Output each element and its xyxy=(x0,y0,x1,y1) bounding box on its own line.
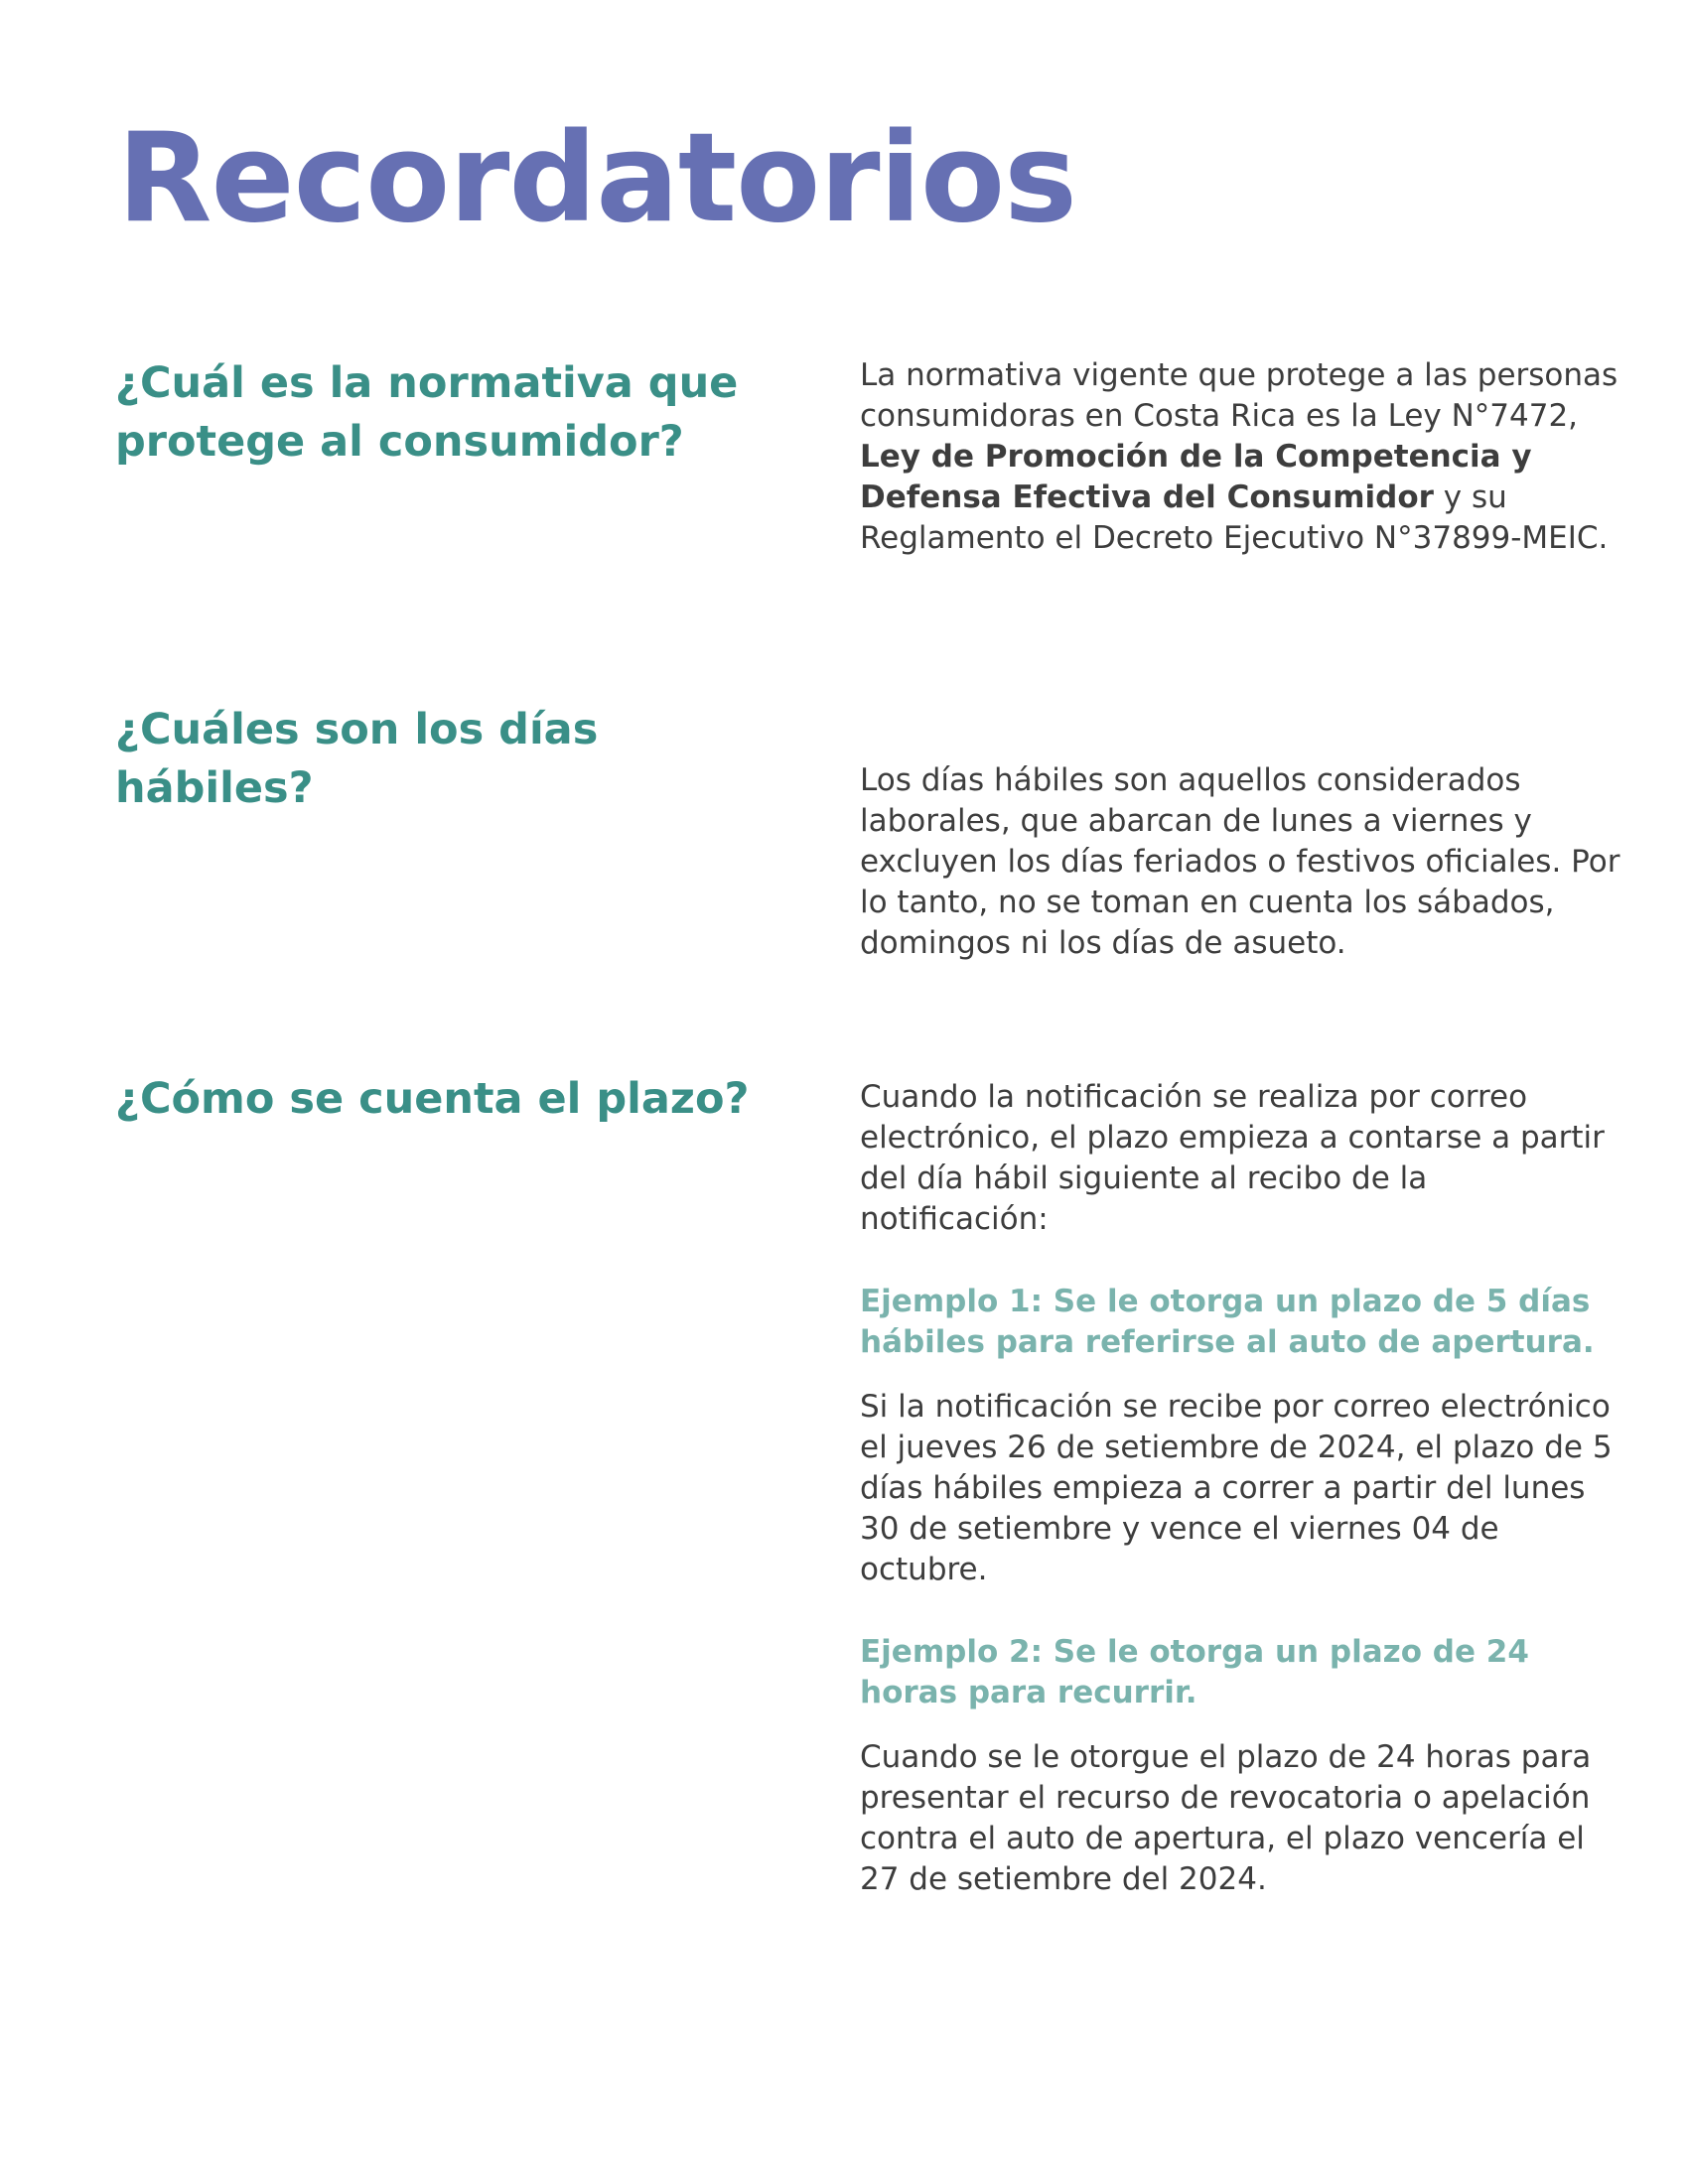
page-title: Recordatorios xyxy=(117,107,1076,250)
section-answer-dias-habiles xyxy=(860,760,1624,964)
normativa-text-after: y su Reglamento el Decreto Ejecutivo N°37899-MEIC. xyxy=(860,479,1609,556)
example-2-body: Cuando se le otorgue el plazo de 24 horas para presentar el recurso de revocatoria o apelación contra el auto de apertura, el plazo vencería el 27 de setiembre del 2024. xyxy=(860,1739,1592,1897)
example-1-title: Ejemplo 1: Se le otorga un plazo de 5 días hábiles para referirse al auto de apertura. xyxy=(860,1284,1595,1360)
normativa-text-before: La normativa vigente que protege a las personas consumidoras en Costa Rica es la Ley N°7472, xyxy=(860,357,1618,434)
section-answer-normativa xyxy=(860,355,1624,559)
normativa-paragraph xyxy=(860,355,1624,559)
section-heading-dias-habiles: ¿Cuáles son los días hábiles? xyxy=(115,705,599,813)
example-2-title: Ejemplo 2: Se le otorga un plazo de 24 horas para recurrir. xyxy=(860,1634,1529,1710)
law-name: Ley de Promoción de la Competencia y Defensa Efectiva del Consumidor xyxy=(860,439,1532,515)
section-heading-plazo: ¿Cómo se cuenta el plazo? xyxy=(115,1074,750,1124)
example-1-body: Si la notificación se recibe por correo electrónico el jueves 26 de setiembre de 2024, el plazo de 5 días hábiles empieza a correr a partir del lunes 30 de setiembre y vence el viernes 04 de octubre. xyxy=(860,1389,1613,1587)
plazo-intro: Cuando la notificación se realiza por correo electrónico, el plazo empieza a contarse a partir del día hábil siguiente al recibo de la notificación: xyxy=(860,1079,1605,1237)
dias-habiles-paragraph: Los días hábiles son aquellos considerados laborales, que abarcan de lunes a viernes y excluyen los días feriados o festivos oficiales. Por lo tanto, no se toman en cuenta los sábados, domingos ni los días de asueto. xyxy=(860,762,1620,961)
section-answer-plazo xyxy=(860,1077,1624,1900)
section-heading-normativa: ¿Cuál es la normativa que protege al consumidor? xyxy=(115,358,739,467)
